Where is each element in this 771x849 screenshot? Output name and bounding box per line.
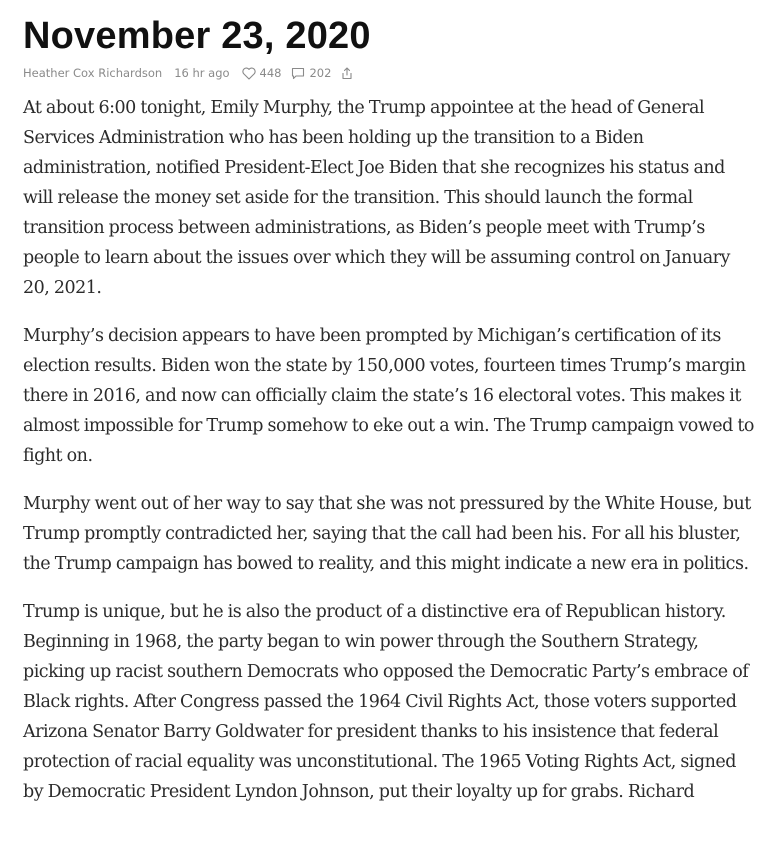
author-name[interactable]: Heather Cox Richardson bbox=[23, 66, 163, 80]
paragraph: Murphy’s decision appears to have been prompted by Michigan’s certification of its election results. Biden won the state by 150,000 votes, fourteen times Trump’s margin there in 2016, and now can officially claim the state’s 16 electoral votes. This makes it almost impossible for Trump somehow to eke out a win. The Trump campaign vowed to fight on. bbox=[23, 326, 754, 466]
like-button[interactable] bbox=[242, 66, 282, 80]
like-count: 448 bbox=[259, 66, 282, 80]
paragraph: At about 6:00 tonight, Emily Murphy, the Trump appointee at the head of General Services Administration who has been holding up the transition to a Biden administration, notified President-Elect Joe Biden that she recognizes his status and will release the money set aside for the transition. This should launch the formal transition process between administrations, as Biden’s people meet with Trump’s people to learn about the issues over which they will be assuming control on January 20, 2021. bbox=[23, 98, 730, 298]
paragraph: Trump is unique, but he is also the product of a distinctive era of Republican history. Beginning in 1968, the party began to win power through the Southern Strategy, picking up racist southern Democrats who opposed the Democratic Party’s embrace of Black rights. After Congress passed the 1964 Civil Rights Act, those voters supported Arizona Senator Barry Goldwater for president thanks to his insistence that federal protection of racial equality was unconstitutional. The 1965 Voting Rights Act, signed by Democratic President Lyndon Johnson, put their loyalty up for grabs. Richard bbox=[23, 602, 749, 802]
heart-icon bbox=[242, 67, 256, 80]
post bbox=[23, 12, 758, 825]
post-body bbox=[23, 93, 758, 807]
comment-button[interactable] bbox=[291, 66, 331, 80]
post-meta bbox=[23, 63, 758, 83]
paragraph: Murphy went out of her way to say that she was not pressured by the White House, but Trump promptly contradicted her, saying that the call had been his. For all his bluster, the Trump campaign has bowed to reality, and this might indicate a new era in politics. bbox=[23, 494, 751, 574]
share-icon bbox=[341, 67, 353, 80]
share-button[interactable] bbox=[341, 67, 353, 80]
comment-icon bbox=[291, 67, 305, 80]
post-title: November 23, 2020 bbox=[23, 15, 371, 57]
comment-count: 202 bbox=[309, 66, 332, 80]
post-timestamp: 16 hr ago bbox=[174, 66, 230, 80]
